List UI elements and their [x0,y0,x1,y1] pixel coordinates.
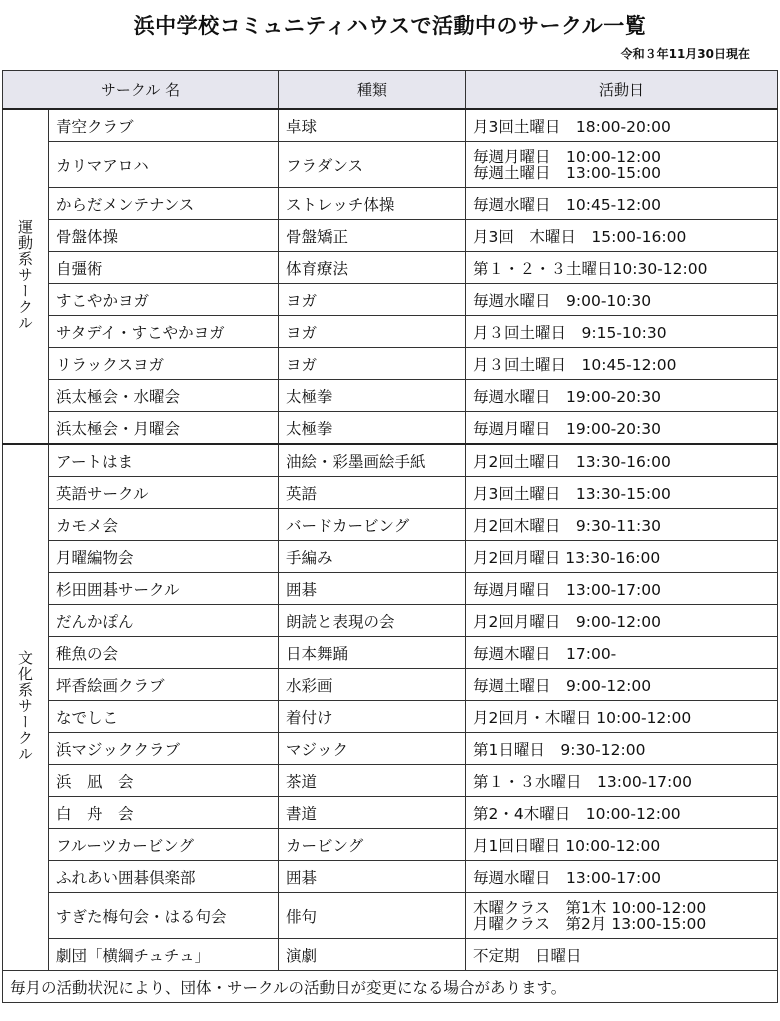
schedule-line: 月2回木曜日 9:30-11:30 [473,516,661,535]
table-row [3,939,778,971]
circle-kind: ストレッチ体操 [279,188,466,220]
header-kind: 種類 [279,71,466,110]
activity-schedule [466,284,778,316]
table-row [3,220,778,252]
activity-schedule [466,797,778,829]
circle-kind: 油絵・彩墨画絵手紙 [279,444,466,477]
activity-schedule [466,380,778,412]
schedule-line: 毎週水曜日 10:45-12:00 [473,195,661,214]
circle-name: 杉田囲碁サークル [49,573,279,605]
table-row [3,188,778,220]
activity-schedule [466,188,778,220]
table-row [3,573,778,605]
circle-kind: 卓球 [279,109,466,142]
circle-table [2,70,778,1003]
schedule-line: 毎週水曜日 19:00-20:30 [473,387,661,406]
activity-schedule [466,637,778,669]
circle-kind: 体育療法 [279,252,466,284]
table-row [3,252,778,284]
schedule-line: 月2回月曜日 13:30-16:00 [473,548,661,567]
schedule-line: 月2回土曜日 13:30-16:00 [473,452,671,471]
schedule-line: 第１・２・３土曜日10:30-12:00 [473,259,708,278]
circle-name: からだメンテナンス [49,188,279,220]
page-title: 浜中学校コミュニティハウスで活動中のサークル一覧 [133,14,647,38]
table-row [3,701,778,733]
activity-schedule [466,861,778,893]
schedule-line: 月曜クラス 第2月 13:00-15:00 [473,914,707,933]
activity-schedule [466,142,778,188]
category-label: 運動系サークル [16,218,34,331]
header-circle-name: サークル 名 [3,71,279,110]
activity-schedule [466,477,778,509]
activity-schedule [466,701,778,733]
schedule-line: 第2・4木曜日 10:00-12:00 [473,804,681,823]
table-row [3,765,778,797]
circle-kind: マジック [279,733,466,765]
circle-name: 稚魚の会 [49,637,279,669]
circle-name: サタデイ・すこやかヨガ [49,316,279,348]
circle-kind: ヨガ [279,348,466,380]
table-row [3,829,778,861]
activity-schedule [466,765,778,797]
schedule-line: 月３回土曜日 10:45-12:00 [473,355,677,374]
schedule-line: 第１・３水曜日 13:00-17:00 [473,772,692,791]
schedule-line: 毎週月曜日 10:00-12:00 [473,147,661,166]
schedule-line: 月3回土曜日 18:00-20:00 [473,117,671,136]
activity-schedule [466,939,778,971]
schedule-line: 毎週木曜日 17:00- [473,644,617,663]
circle-name: 浜太極会・水曜会 [49,380,279,412]
circle-name: 白 舟 会 [49,797,279,829]
circle-kind: フラダンス [279,142,466,188]
circle-name: なでしこ [49,701,279,733]
circle-name: 坪香絵画クラブ [49,669,279,701]
circle-kind: ヨガ [279,284,466,316]
activity-schedule [466,444,778,477]
schedule-line: 月1回日曜日 10:00-12:00 [473,836,661,855]
circle-name: 月曜編物会 [49,541,279,573]
schedule-line: 月2回月・木曜日 10:00-12:00 [473,708,692,727]
circle-kind: カービング [279,829,466,861]
circle-kind: 着付け [279,701,466,733]
circle-name: 浜マジッククラブ [49,733,279,765]
circle-name: 浜太極会・月曜会 [49,412,279,445]
table-row [3,893,778,939]
activity-schedule [466,109,778,142]
category-label: 文化系サークル [16,649,34,762]
circle-name: 自彊術 [49,252,279,284]
category-cell [3,109,49,444]
circle-kind: 書道 [279,797,466,829]
circle-name: 浜 凪 会 [49,765,279,797]
circle-name: すぎた梅句会・はる句会 [49,893,279,939]
circle-name: ふれあい囲碁倶楽部 [49,861,279,893]
circle-name: アートはま [49,444,279,477]
table-row [3,142,778,188]
circle-name: カモメ会 [49,509,279,541]
schedule-line: 月3回 木曜日 15:00-16:00 [473,227,687,246]
circle-kind: 手編み [279,541,466,573]
table-row [3,541,778,573]
table-row [3,797,778,829]
circle-kind: 演劇 [279,939,466,971]
table-row [3,669,778,701]
table-header-row [3,71,778,110]
circle-kind: 茶道 [279,765,466,797]
circle-kind: 囲碁 [279,573,466,605]
circle-name: カリマアロハ [49,142,279,188]
circle-kind: 骨盤矯正 [279,220,466,252]
circle-kind: 囲碁 [279,861,466,893]
activity-schedule [466,541,778,573]
schedule-line: 月３回土曜日 9:15-10:30 [473,323,667,342]
activity-schedule [466,605,778,637]
schedule-line: 毎週土曜日 9:00-12:00 [473,676,652,695]
circle-name: リラックスヨガ [49,348,279,380]
circle-name: 劇団「横綱チュチュ」 [49,939,279,971]
table-row [3,477,778,509]
circle-kind: バードカービング [279,509,466,541]
schedule-line: 月3回土曜日 13:30-15:00 [473,484,671,503]
table-row [3,380,778,412]
activity-schedule [466,509,778,541]
circle-name: フルーツカービング [49,829,279,861]
activity-schedule [466,733,778,765]
schedule-line: 毎週月曜日 19:00-20:30 [473,419,661,438]
circle-kind: ヨガ [279,316,466,348]
table-row [3,284,778,316]
table-row [3,316,778,348]
activity-schedule [466,669,778,701]
table-row [3,861,778,893]
table-row [3,733,778,765]
category-cell [3,444,49,971]
circle-kind: 太極拳 [279,412,466,445]
activity-schedule [466,573,778,605]
schedule-line: 毎週土曜日 13:00-15:00 [473,163,661,182]
schedule-line: 第1日曜日 9:30-12:00 [473,740,646,759]
table-row [3,637,778,669]
table-row [3,412,778,445]
schedule-line: 毎週水曜日 13:00-17:00 [473,868,661,887]
activity-schedule [466,316,778,348]
circle-name: 骨盤体操 [49,220,279,252]
as-of-date: 令和３年11月30日現在 [620,47,750,61]
table-row [3,444,778,477]
activity-schedule [466,829,778,861]
circle-kind: 日本舞踊 [279,637,466,669]
circle-kind: 水彩画 [279,669,466,701]
schedule-line: 毎週水曜日 9:00-10:30 [473,291,652,310]
activity-schedule [466,412,778,445]
circle-kind: 俳句 [279,893,466,939]
activity-schedule [466,220,778,252]
schedule-line: 不定期 日曜日 [473,946,582,965]
circle-kind: 英語 [279,477,466,509]
schedule-line: 毎週月曜日 13:00-17:00 [473,580,661,599]
schedule-line: 木曜クラス 第1木 10:00-12:00 [473,898,707,917]
schedule-line: 月2回月曜日 9:00-12:00 [473,612,661,631]
activity-schedule [466,348,778,380]
circle-kind: 太極拳 [279,380,466,412]
activity-schedule [466,252,778,284]
table-row [3,348,778,380]
circle-name: 英語サークル [49,477,279,509]
circle-name: 青空クラブ [49,109,279,142]
table-row [3,509,778,541]
header-schedule: 活動日 [466,71,778,110]
circle-kind: 朗読と表現の会 [279,605,466,637]
activity-schedule [466,893,778,939]
footer-note: 毎月の活動状況により、団体・サークルの活動日が変更になる場合があります。 [3,971,778,1003]
table-row [3,109,778,142]
table-row [3,605,778,637]
circle-name: だんかぽん [49,605,279,637]
circle-name: すこやかヨガ [49,284,279,316]
